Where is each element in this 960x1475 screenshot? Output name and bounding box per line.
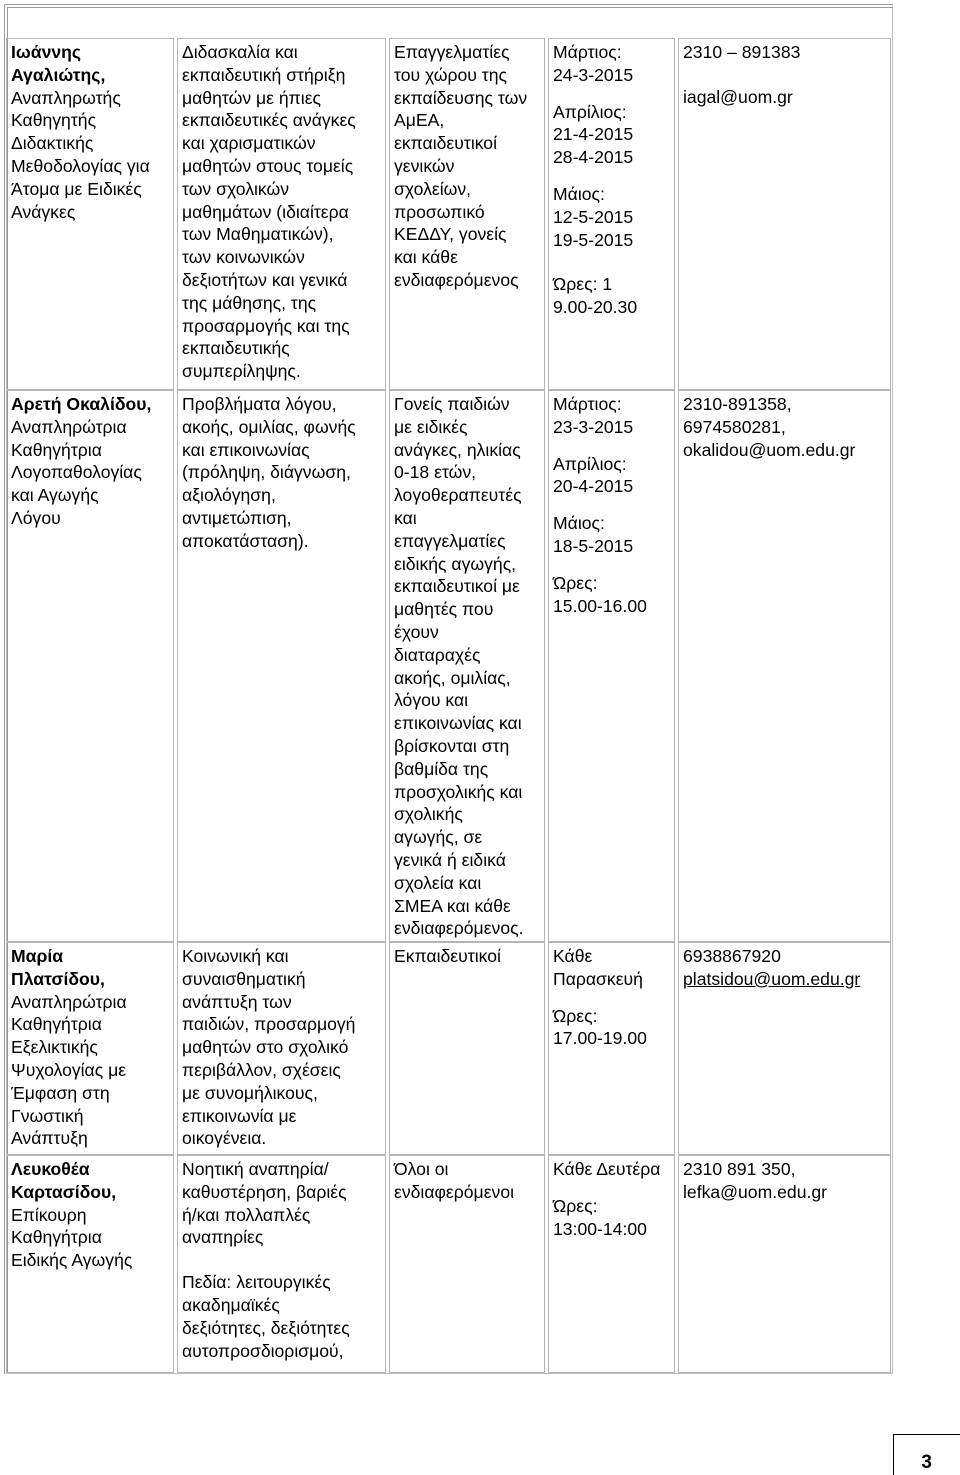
topic-line: ακοής, ομιλίας, φωνής	[182, 416, 356, 437]
hours-range: 13:00-14:00	[553, 1218, 647, 1239]
topic-line: με συνομήλικους,	[182, 1082, 318, 1103]
audience-line: Όλοι οι	[394, 1159, 449, 1179]
date: 28-4-2015	[553, 147, 634, 168]
topic-line: ανάπτυξη των	[182, 991, 292, 1012]
topic-line: προσαρμογής και της	[182, 315, 350, 336]
audience-line: έχουν	[394, 621, 439, 642]
topic-line: δεξιοτήτων και γενικά	[182, 269, 348, 290]
hours-label: Ώρες:	[553, 274, 598, 295]
phone: 2310 891 350,	[683, 1159, 796, 1179]
topic-line: Πεδία: λειτουργικές	[182, 1272, 331, 1293]
topic-line: οικογένεια.	[182, 1128, 267, 1149]
instructor-role: Μεθοδολογίας για	[11, 155, 150, 176]
schedule-cell	[548, 1155, 675, 1373]
instructor-role: Εξελικτικής	[11, 1037, 98, 1058]
topic-line: των σχολικών	[182, 178, 290, 199]
topic-line: ή/και πολλαπλές	[182, 1204, 311, 1225]
audience-line: εκπαιδευτικοί	[394, 133, 498, 154]
instructor-role: Αναπληρωτής	[11, 87, 121, 108]
topic-cell	[177, 1155, 386, 1373]
audience-line: προσχολικής και	[394, 781, 523, 802]
audience-cell	[389, 1155, 545, 1373]
date: 18-5-2015	[553, 535, 634, 556]
audience-line: ειδικής αγωγής,	[394, 553, 517, 574]
audience-line: εκπαιδευτικοί με	[394, 576, 520, 597]
topic-cell	[177, 38, 386, 390]
topic-line: Νοητική αναπηρία/	[182, 1159, 329, 1179]
instructor-cell	[6, 1155, 174, 1373]
month-label: Μάρτιος:	[553, 42, 622, 62]
topic-line: παιδιών, προσαρμογή	[182, 1014, 356, 1035]
topic-line: εκπαιδευτικής	[182, 338, 290, 359]
topic-line: των κοινωνικών	[182, 247, 305, 268]
topic-line: μαθητών με ήπιες	[182, 87, 322, 108]
instructor-role: Ανάπτυξη	[11, 1128, 88, 1149]
schedule-cell	[548, 942, 675, 1155]
instructor-role: Ειδικής Αγωγής	[11, 1250, 133, 1271]
topic-line: μαθημάτων (ιδιαίτερα	[182, 201, 349, 222]
audience-line: εκπαίδευσης των	[394, 87, 528, 108]
day-label: Κάθε	[553, 946, 593, 966]
page-number: 3	[921, 1452, 932, 1473]
contact-cell	[678, 942, 891, 1155]
instructor-role: Αναπληρώτρια	[11, 416, 127, 437]
topic-line: αποκατάσταση).	[182, 530, 309, 551]
topic-line: (πρόληψη, διάγνωση,	[182, 462, 351, 483]
hours-range: 17.00-19.00	[553, 1028, 647, 1049]
audience-line: σχολικής	[394, 804, 463, 825]
audience-line: 0-18 ετών,	[394, 462, 477, 483]
day-label: Παρασκευή	[553, 968, 643, 989]
audience-line: λογοθεραπευτές	[394, 485, 522, 506]
instructor-name: Καρτασίδου,	[11, 1181, 117, 1202]
audience-line: Επαγγελματίες	[394, 42, 510, 62]
hours-label: Ώρες:	[553, 1195, 598, 1216]
audience-line: και	[394, 507, 417, 528]
date: 12-5-2015	[553, 206, 634, 227]
topic-line: συμπερίληψης.	[182, 361, 301, 382]
phone: 6974580281,	[683, 416, 786, 437]
month-label: Απρίλιος:	[553, 101, 627, 122]
topic-line: αναπηρίες	[182, 1227, 264, 1248]
month-label: Μάιος:	[553, 513, 605, 534]
audience-line: με ειδικές	[394, 416, 468, 437]
topic-line: μαθητών στους τομείς	[182, 155, 354, 176]
topic-line: επικοινωνία με	[182, 1105, 297, 1126]
contact-cell	[678, 1155, 891, 1373]
topic-line: και επικοινωνίας	[182, 439, 310, 460]
email: iagal@uom.gr	[683, 86, 793, 107]
audience-line: λόγου και	[394, 690, 469, 711]
topic-line: Κοινωνική και	[182, 946, 289, 966]
hours-range: 9.00-20.30	[553, 297, 638, 318]
audience-line: ενδιαφερόμενος.	[394, 918, 524, 939]
contact-cell	[678, 38, 891, 390]
audience-line: αγωγής, σε	[394, 827, 483, 848]
audience-line: ΚΕΔΔΥ, γονείς	[394, 224, 507, 245]
instructor-role: Ψυχολογίας με	[11, 1059, 127, 1080]
topic-line: μαθητών στο σχολικό	[182, 1037, 349, 1058]
topic-line: των Μαθηματικών),	[182, 224, 334, 245]
audience-line: και κάθε	[394, 247, 458, 268]
audience-line: ακοής, ομιλίας,	[394, 667, 511, 688]
instructor-name: Μαρία	[11, 946, 64, 966]
contact-cell	[678, 390, 891, 942]
audience-line: μαθητές που	[394, 599, 494, 620]
topic-line: Προβλήματα λόγου,	[182, 394, 337, 414]
hours-label: Ώρες:	[553, 572, 598, 593]
audience-line: προσωπικό	[394, 201, 485, 222]
month-label: Μάιος:	[553, 183, 605, 204]
instructor-name: Λευκοθέα	[11, 1159, 90, 1179]
instructor-role: Καθηγητής	[11, 110, 97, 131]
hours-line	[553, 273, 670, 296]
instructor-name: Πλατσίδου,	[11, 968, 105, 989]
date: 20-4-2015	[553, 476, 634, 497]
audience-line: ενδιαφερόμενοι	[394, 1181, 515, 1202]
phone: 2310 – 891383	[683, 42, 801, 62]
audience-line: επικοινωνίας και	[394, 713, 522, 734]
instructor-name: Ιωάννης	[11, 42, 82, 62]
topic-line: αντιμετώπιση,	[182, 507, 292, 528]
schedule-cell	[548, 38, 675, 390]
date: 24-3-2015	[553, 64, 634, 85]
audience-line: βρίσκονται στη	[394, 735, 510, 756]
instructor-role: Γνωστική	[11, 1105, 84, 1126]
instructor-role: Καθηγήτρια	[11, 1014, 102, 1035]
instructor-role: Καθηγήτρια	[11, 439, 102, 460]
hours-value: 1	[602, 274, 613, 295]
audience-line: γενικά ή ειδικά	[394, 849, 506, 870]
audience-cell	[389, 390, 545, 942]
hours-range: 15.00-16.00	[553, 595, 647, 616]
topic-line: αυτοπροσδιορισμού,	[182, 1340, 344, 1361]
instructor-cell	[6, 390, 174, 942]
day-label: Κάθε Δευτέρα	[553, 1159, 661, 1179]
audience-line: Εκπαιδευτικοί	[394, 946, 501, 966]
audience-line: ΑμΕΑ,	[394, 110, 445, 131]
audience-line: ενδιαφερόμενος	[394, 269, 519, 290]
instructor-role: Έμφαση στη	[11, 1082, 110, 1103]
audience-line: σχολεία και	[394, 872, 482, 893]
audience-line: ανάγκες, ηλικίας	[394, 439, 521, 460]
table-row	[4, 38, 893, 390]
instructor-role: και Αγωγής	[11, 485, 99, 506]
audience-line: του χώρου της	[394, 64, 508, 85]
date: 23-3-2015	[553, 416, 634, 437]
instructor-role: Καθηγήτρια	[11, 1227, 102, 1248]
instructor-name: Αρετή Οκαλίδου,	[11, 394, 152, 414]
instructor-role: Άτομα με Ειδικές	[11, 178, 142, 199]
audience-line: ΣΜΕΑ και κάθε	[394, 895, 511, 916]
audience-line: επαγγελματίες	[394, 530, 506, 551]
instructor-name: Αγαλιώτης,	[11, 64, 106, 85]
phone: 2310-891358,	[683, 394, 792, 414]
instructor-cell	[6, 38, 174, 390]
topic-line: της μάθησης, της	[182, 292, 317, 313]
instructor-role: Λόγου	[11, 507, 61, 528]
email: okalidou@uom.edu.gr	[683, 439, 856, 460]
audience-line: βαθμίδα της	[394, 758, 489, 779]
table-row	[4, 1155, 893, 1373]
topic-line: εκπαιδευτικές ανάγκες	[182, 110, 356, 131]
table-row	[4, 390, 893, 942]
audience-line: γενικών	[394, 155, 455, 176]
instructor-role: Αναπληρώτρια	[11, 991, 127, 1012]
topic-line: και χαρισματικών	[182, 133, 316, 154]
hours-label: Ώρες:	[553, 1005, 598, 1026]
topic-line: ακαδημαϊκές	[182, 1294, 280, 1315]
instructor-role: Ανάγκες	[11, 201, 76, 222]
audience-line: Γονείς παιδιών	[394, 394, 510, 414]
schedule-cell	[548, 390, 675, 942]
month-label: Μάρτιος:	[553, 394, 622, 414]
topic-cell	[177, 390, 386, 942]
date: 21-4-2015	[553, 124, 634, 145]
audience-line: σχολείων,	[394, 178, 472, 199]
phone: 6938867920	[683, 946, 781, 966]
topic-line: εκπαιδευτική στήριξη	[182, 64, 346, 85]
topic-line: δεξιότητες, δεξιότητες	[182, 1317, 350, 1338]
instructor-role: Επίκουρη	[11, 1204, 87, 1225]
topic-line: Διδασκαλία και	[182, 42, 298, 62]
topic-cell	[177, 942, 386, 1155]
month-label: Απρίλιος:	[553, 453, 627, 474]
table-row	[4, 942, 893, 1155]
instructor-cell	[6, 942, 174, 1155]
email-link[interactable]: platsidou@uom.edu.gr	[683, 968, 861, 989]
audience-line: διαταραχές	[394, 644, 481, 665]
contact-table	[4, 4, 893, 1374]
audience-cell	[389, 942, 545, 1155]
audience-cell	[389, 38, 545, 390]
date: 19-5-2015	[553, 229, 634, 250]
topic-line: αξιολόγηση,	[182, 485, 276, 506]
topic-line: περιβάλλον, σχέσεις	[182, 1059, 341, 1080]
instructor-role: Διδακτικής	[11, 133, 94, 154]
topic-line: καθυστέρηση, βαριές	[182, 1181, 347, 1202]
instructor-role: Λογοπαθολογίας	[11, 462, 142, 483]
email: lefka@uom.edu.gr	[683, 1181, 828, 1202]
topic-line: συναισθηματική	[182, 968, 306, 989]
